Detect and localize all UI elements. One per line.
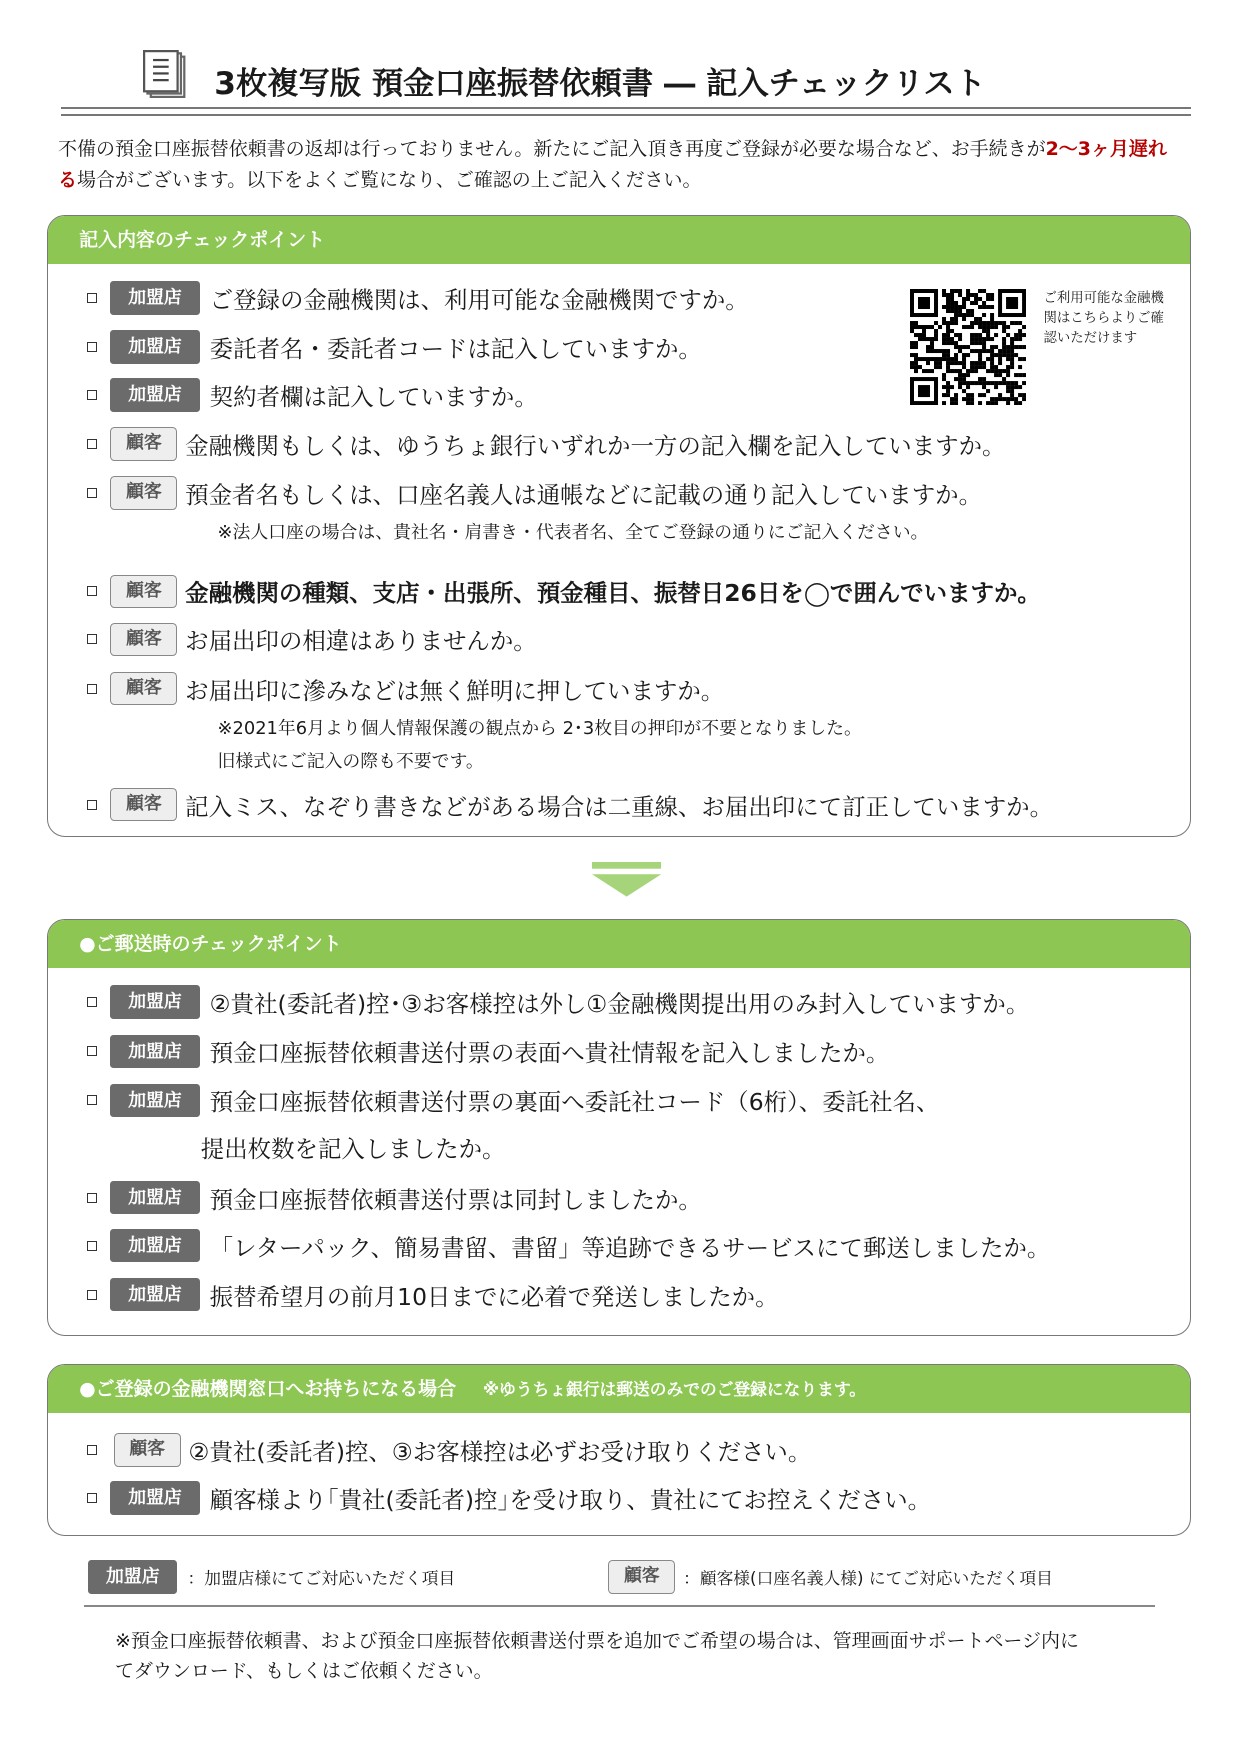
checkbox[interactable] bbox=[87, 293, 97, 303]
customer-badge: 顧客 bbox=[110, 476, 177, 509]
checkbox[interactable] bbox=[87, 1445, 97, 1455]
legend-text: ：顧客様(口座名義人様) にてご対応いただく項目 bbox=[683, 1568, 1053, 1589]
item-text: ②貴社(委託者)控、③お客様控は必ずお受け取りください。 bbox=[188, 1437, 812, 1466]
check-item[interactable] bbox=[87, 1033, 889, 1069]
check-item[interactable] bbox=[87, 787, 1053, 823]
note: ※法人口座の場合は、貴社名・肩書き・代表者名、全てご登録の通りにご記入ください。 bbox=[217, 521, 929, 543]
checkbox[interactable] bbox=[87, 684, 97, 694]
check-item[interactable] bbox=[87, 574, 1041, 610]
qr-caption: ご利用可能な金融機関はこちらよりご確認いただけます bbox=[1043, 290, 1164, 347]
section-header: ●ご郵送時のチェックポイント bbox=[48, 920, 1190, 968]
check-item[interactable] bbox=[87, 671, 724, 707]
merchant-badge: 加盟店 bbox=[110, 1229, 199, 1262]
section-header-title: ●ご登録の金融機関窓口へお持ちになる場合 bbox=[79, 1377, 457, 1400]
item-text: 振替希望月の前月10日までに必着で発送しましたか。 bbox=[209, 1282, 779, 1311]
customer-badge: 顧客 bbox=[114, 1433, 181, 1466]
item-text: 預金口座振替依頼書送付票の裏面へ委託社コード（6桁）、委託社名、 bbox=[209, 1088, 940, 1117]
item-text: 委託者名・委託者コードは記入していますか。 bbox=[209, 335, 702, 363]
checkbox[interactable] bbox=[87, 342, 97, 352]
divider bbox=[61, 114, 1191, 116]
merchant-badge: 加盟店 bbox=[88, 1560, 177, 1593]
page-title: 3枚複写版 預金口座振替依頼書 ― 記入チェックリスト bbox=[214, 66, 986, 103]
legend-merchant bbox=[88, 1560, 455, 1593]
checkbox[interactable] bbox=[87, 1493, 97, 1503]
intro-text bbox=[58, 134, 1174, 197]
item-text: 記入ミス、なぞり書きなどがある場合は二重線、お届出印にて訂正していますか。 bbox=[185, 792, 1054, 821]
item-text: お届出印に滲みなどは無く鮮明に押していますか。 bbox=[185, 676, 725, 705]
checkbox[interactable] bbox=[87, 1095, 97, 1105]
merchant-badge: 加盟店 bbox=[110, 1035, 199, 1068]
section-entry-checkpoints bbox=[47, 215, 1191, 837]
item-text: ②貴社(委託者)控･③お客様控は外し①金融機関提出用のみ封入していますか。 bbox=[209, 990, 1030, 1019]
customer-badge: 顧客 bbox=[110, 427, 177, 460]
checkbox[interactable] bbox=[87, 1241, 97, 1251]
check-item[interactable] bbox=[87, 475, 982, 511]
merchant-badge: 加盟店 bbox=[110, 1084, 199, 1117]
item-text: 預金口座振替依頼書送付票の表面へ貴社情報を記入しましたか。 bbox=[209, 1039, 890, 1068]
checkbox[interactable] bbox=[87, 997, 97, 1007]
item-text: 金融機関の種類、支店・出張所、預金種目、振替日26日を◯で囲んでいますか。 bbox=[185, 579, 1041, 608]
item-text: 提出枚数を記入しましたか。 bbox=[200, 1135, 506, 1164]
qr-code[interactable] bbox=[910, 289, 1026, 410]
customer-badge: 顧客 bbox=[110, 672, 177, 705]
intro-highlight: 2〜3ヶ月遅れる bbox=[58, 137, 1167, 192]
check-item[interactable] bbox=[87, 1083, 940, 1119]
check-item[interactable] bbox=[87, 984, 1029, 1020]
checkbox[interactable] bbox=[87, 439, 97, 449]
merchant-badge: 加盟店 bbox=[110, 378, 199, 411]
check-item[interactable] bbox=[87, 329, 702, 365]
item-continuation bbox=[201, 1129, 506, 1165]
check-item[interactable] bbox=[87, 1180, 702, 1216]
arrow-down-icon bbox=[592, 862, 661, 903]
checkbox[interactable] bbox=[87, 800, 97, 810]
item-text: 契約者欄は記入していますか。 bbox=[209, 382, 538, 411]
note: 旧様式にご記入の際も不要です。 bbox=[217, 750, 484, 772]
section-header bbox=[48, 1365, 1190, 1413]
divider bbox=[84, 1605, 1156, 1607]
item-text: 金融機関もしくは、ゆうちょ銀行いずれか一方の記入欄を記入していますか。 bbox=[185, 432, 1006, 461]
check-item[interactable] bbox=[87, 1277, 779, 1313]
check-item[interactable] bbox=[87, 426, 1006, 462]
legend-customer bbox=[608, 1560, 1053, 1593]
intro-part1: 不備の預金口座振替依頼書の返却は行っておりません。新たにご記入頂き再度ご登録が必要な場合など、お手続きが bbox=[58, 137, 1046, 160]
merchant-badge: 加盟店 bbox=[110, 985, 199, 1018]
check-item[interactable] bbox=[87, 280, 749, 316]
check-item[interactable] bbox=[87, 377, 538, 413]
checkbox[interactable] bbox=[87, 1290, 97, 1300]
customer-badge: 顧客 bbox=[110, 623, 177, 656]
checkbox[interactable] bbox=[87, 1193, 97, 1203]
check-item[interactable] bbox=[87, 1480, 931, 1516]
check-item[interactable] bbox=[87, 1432, 811, 1468]
item-text: 「レターパック、簡易書留、書留」等追跡できるサービスにて郵送しましたか。 bbox=[209, 1233, 1051, 1262]
merchant-badge: 加盟店 bbox=[110, 281, 199, 314]
divider bbox=[61, 107, 1191, 109]
item-text: お届出印の相違はありませんか。 bbox=[185, 627, 537, 656]
checkbox[interactable] bbox=[87, 586, 97, 596]
check-item[interactable] bbox=[87, 622, 537, 658]
footer-note: ※預金口座振替依頼書、および預金口座振替依頼書送付票を追加でご希望の場合は、管理画面サポートページ内にてダウンロード、もしくはご依頼ください。 bbox=[114, 1630, 1079, 1683]
section-mailing-checkpoints bbox=[47, 919, 1191, 1336]
section-header: 記入内容のチェックポイント bbox=[48, 216, 1190, 264]
checkbox[interactable] bbox=[87, 488, 97, 498]
checkbox[interactable] bbox=[87, 1046, 97, 1056]
customer-badge: 顧客 bbox=[110, 788, 177, 821]
item-text: 顧客様より｢貴社(委託者)控｣を受け取り、貴社にてお控えください。 bbox=[209, 1485, 932, 1514]
section-counter-visit bbox=[47, 1364, 1191, 1536]
intro-part2: 場合がございます。以下をよくご覧になり、ご確認の上ご記入ください。 bbox=[77, 169, 702, 192]
item-text: 預金口座振替依頼書送付票は同封しましたか。 bbox=[209, 1185, 702, 1214]
section-header-note: ※ゆうちょ銀行は郵送のみでのご登録になります。 bbox=[482, 1378, 866, 1399]
item-text: ご登録の金融機関は、利用可能な金融機関ですか。 bbox=[209, 285, 749, 314]
note: ※2021年6月より個人情報保護の観点から 2･3枚目の押印が不要となりました。 bbox=[217, 718, 862, 740]
check-item[interactable] bbox=[87, 1228, 1050, 1264]
customer-badge: 顧客 bbox=[608, 1560, 675, 1593]
item-text: 預金者名もしくは、口座名義人は通帳などに記載の通り記入していますか。 bbox=[185, 481, 983, 510]
merchant-badge: 加盟店 bbox=[110, 1181, 199, 1214]
merchant-badge: 加盟店 bbox=[110, 1278, 199, 1311]
checkbox[interactable] bbox=[87, 634, 97, 644]
checkbox[interactable] bbox=[87, 390, 97, 400]
document-icon bbox=[143, 50, 192, 104]
merchant-badge: 加盟店 bbox=[110, 330, 199, 363]
merchant-badge: 加盟店 bbox=[110, 1481, 199, 1514]
legend-text: ：加盟店様にてご対応いただく項目 bbox=[187, 1568, 456, 1589]
customer-badge: 顧客 bbox=[110, 575, 177, 608]
